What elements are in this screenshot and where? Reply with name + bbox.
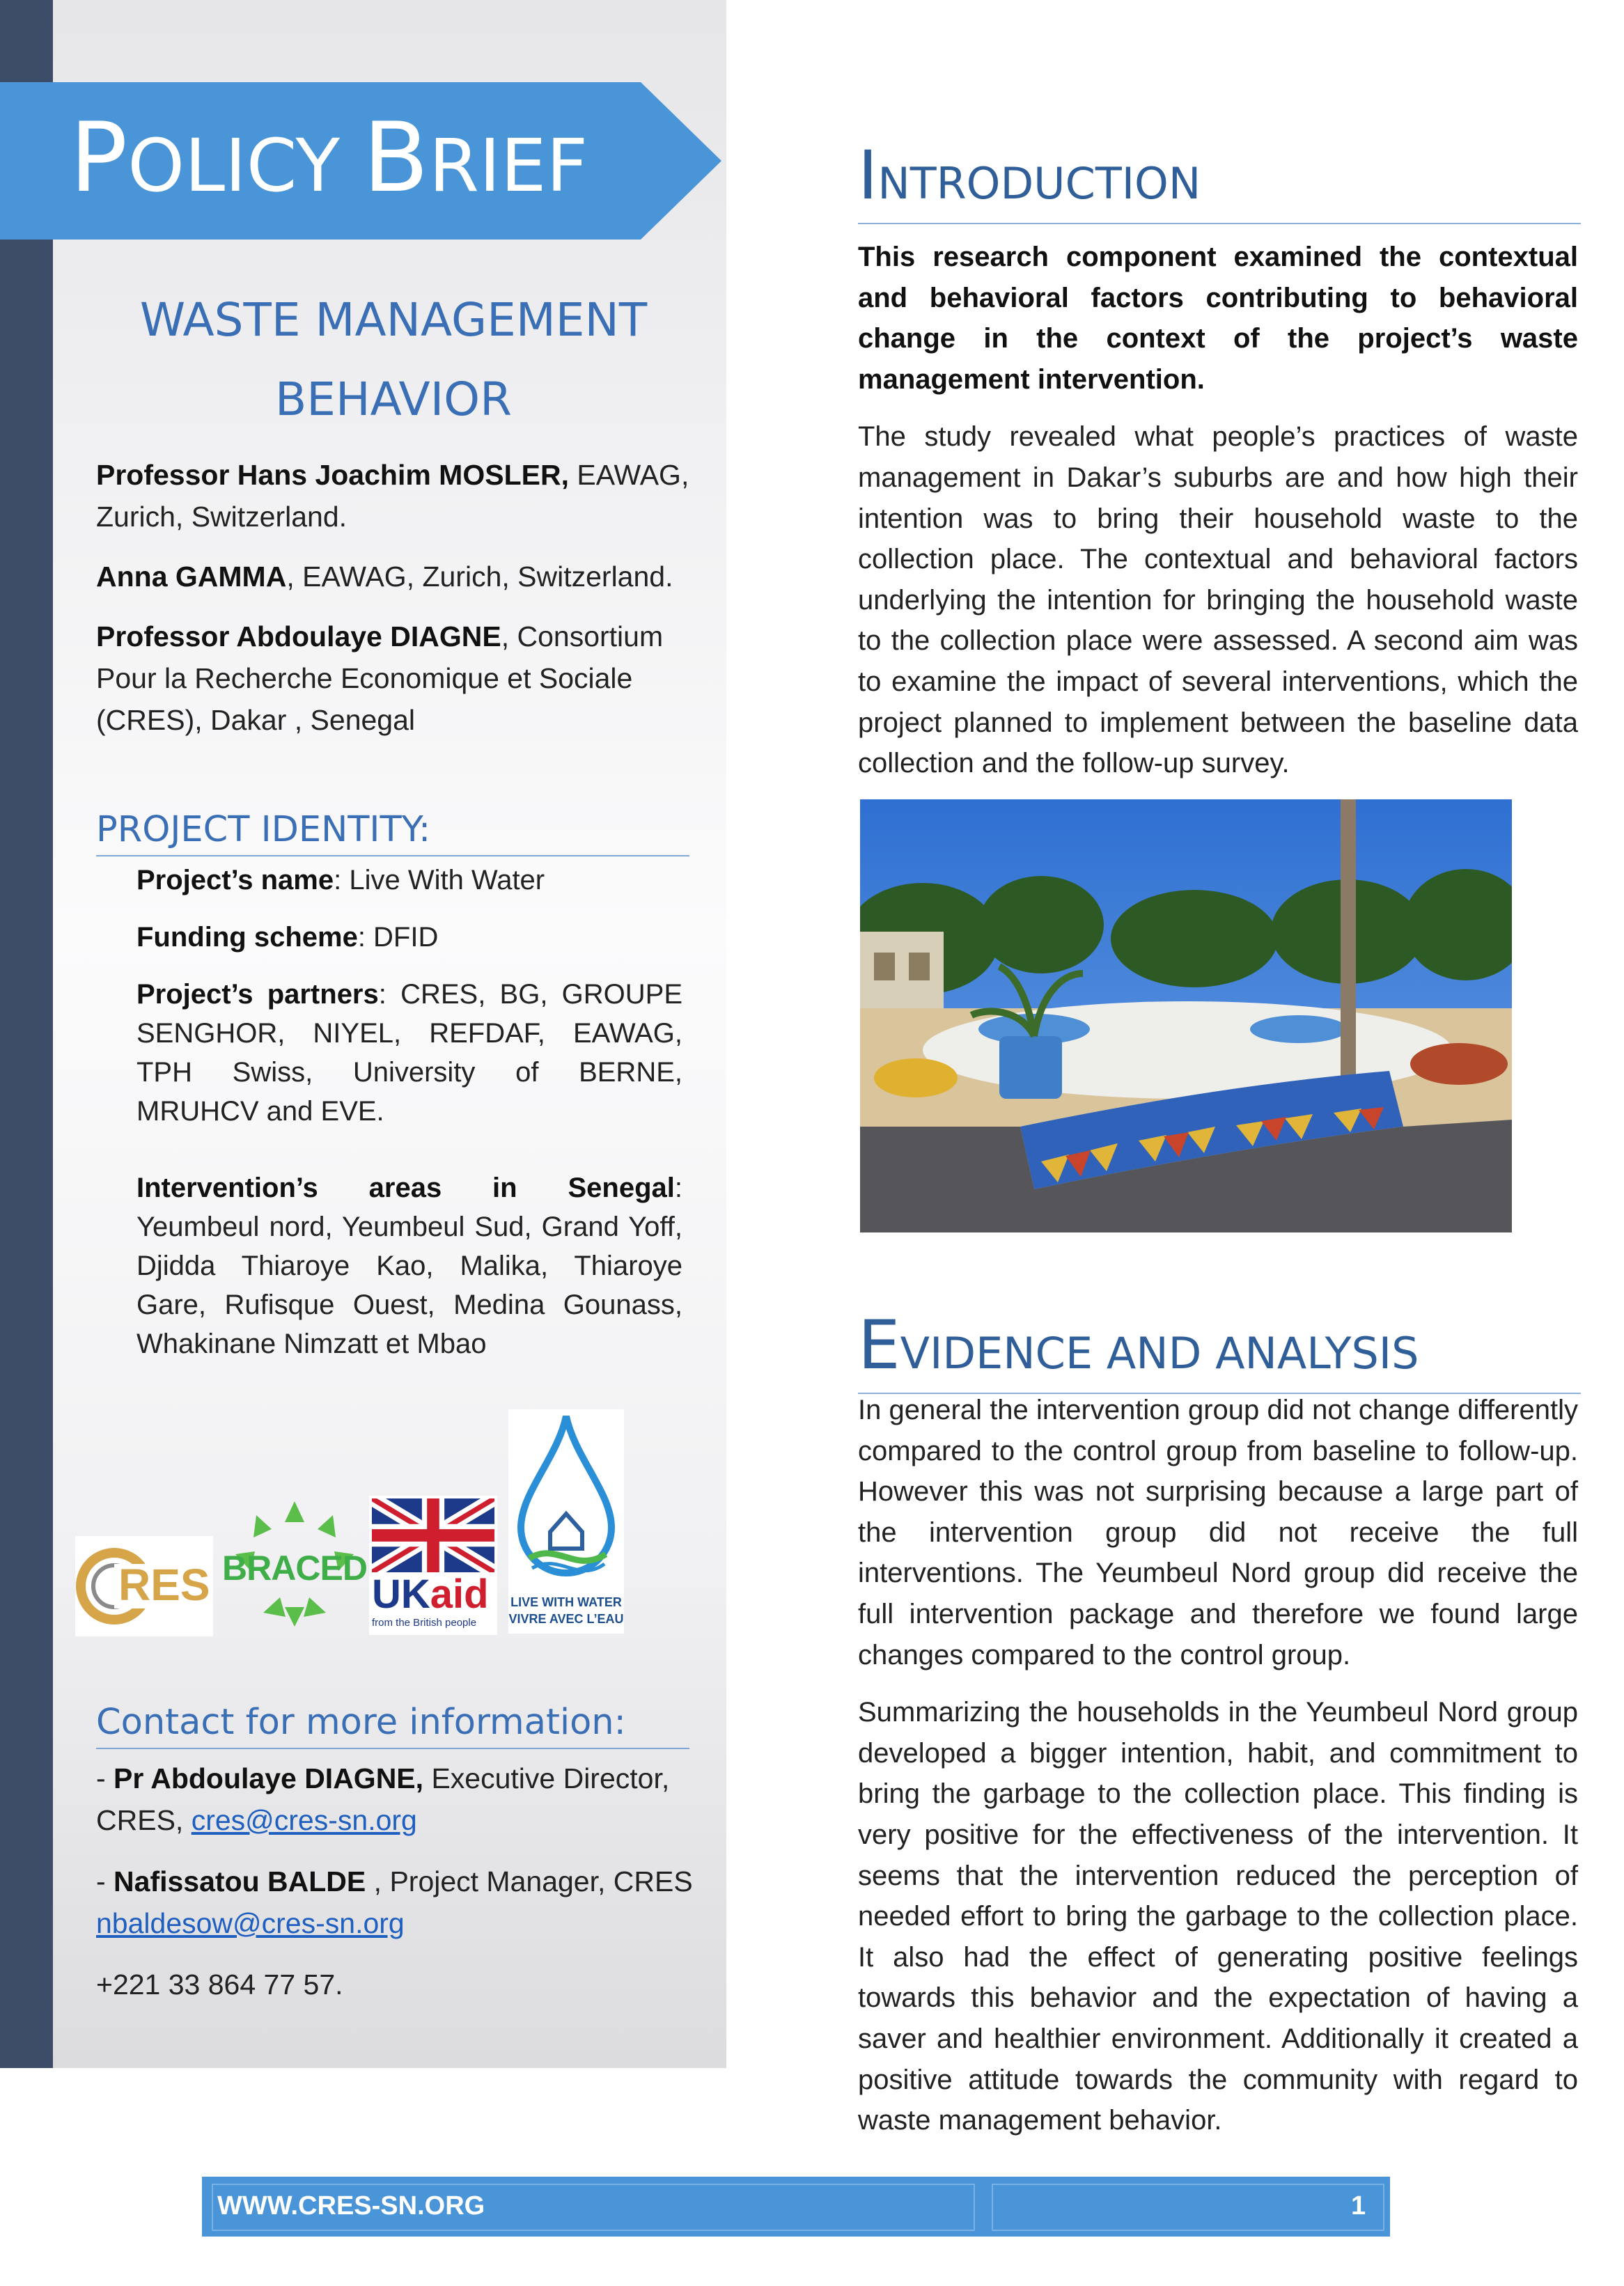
areas-label: Intervention’s areas in Senegal — [136, 1173, 675, 1203]
introduction-heading — [858, 136, 1581, 224]
ukaid-subtitle: from the British people — [372, 1617, 477, 1629]
introduction-body — [858, 237, 1578, 801]
page-title — [70, 102, 588, 214]
contact-2-role: , Project Manager, CRES — [366, 1865, 693, 1897]
contact-1-dash: - — [96, 1762, 114, 1794]
ukaid-aid-text: aid — [430, 1572, 489, 1617]
author-1-affiliation: EAWAG, Zurich, Switzerland. — [96, 459, 689, 533]
title-cap-b: B — [363, 102, 429, 214]
project-name — [136, 861, 682, 900]
sidebar-dark-strip — [0, 0, 53, 2068]
title-rest-olicy: OLICY — [127, 123, 341, 208]
title-cap-p: P — [70, 102, 128, 214]
contact-person-2 — [96, 1861, 702, 1944]
author-1 — [96, 454, 709, 538]
title-rest-rief: RIEF — [428, 123, 588, 208]
contact-2-name: Nafissatou BALDE — [114, 1865, 366, 1897]
braced-logo — [221, 1496, 368, 1632]
authors-list — [96, 454, 709, 759]
evidence-heading — [858, 1306, 1581, 1394]
partners-value: : CRES, BG, GROUPE SENGHOR, NIYEL, REFDAF, EAWAG, TPH Swiss, University of BERNE, MRUHCV and EVE. — [136, 979, 682, 1127]
lww-line-2: VIVRE AVEC L’EAU — [508, 1612, 624, 1626]
intro-heading-cap: I — [858, 136, 878, 214]
author-1-name: Professor Hans Joachim MOSLER, — [96, 459, 569, 491]
project-name-value: : Live With Water — [334, 865, 545, 895]
ukaid-logo — [369, 1496, 497, 1635]
ukaid-uk-text: UK — [372, 1572, 430, 1617]
evidence-paragraph-1: In general the intervention group did not change differently compared to the control group from baseline to follow-up. However this was not surprising because a large part of the intervention group did not receive the full interventions. The Yeumbeul Nord group did receive the full intervention package and therefore we found large changes compared to the control group. — [858, 1395, 1578, 1670]
lww-line-1: LIVE WITH WATER — [510, 1595, 622, 1609]
partners-label: Project’s partners — [136, 979, 379, 1010]
contact-person-1 — [96, 1757, 702, 1841]
author-2-name: Anna GAMMA — [96, 561, 287, 593]
contact-1-role: Executive Director, CRES, — [96, 1762, 670, 1836]
footer-website-link[interactable]: WWW.CRES-SN.ORG — [217, 2191, 485, 2221]
brief-topic-heading — [63, 281, 724, 439]
footer-right-box — [992, 2184, 1384, 2231]
evidence-heading-cap: E — [858, 1306, 900, 1384]
live-with-water-logo — [508, 1409, 624, 1634]
author-2 — [96, 556, 709, 597]
contact-1-name: Pr Abdoulaye DIAGNE, — [114, 1762, 424, 1794]
project-partners — [136, 975, 682, 1131]
topic-line-2: BEHAVIOR — [275, 373, 512, 426]
project-identity-heading: PROJECT IDENTITY: — [96, 808, 689, 856]
project-identity-body — [136, 861, 682, 1381]
intro-heading-rest: NTRODUCTION — [877, 158, 1201, 209]
author-3 — [96, 616, 709, 741]
topic-line-1: WASTE MANAGEMENT — [139, 293, 648, 347]
contact-1-email-link[interactable]: cres@cres-sn.org — [191, 1804, 417, 1836]
intervention-areas — [136, 1168, 682, 1363]
waste-collection-site-photo — [860, 799, 1512, 1232]
funding-scheme — [136, 918, 682, 957]
funding-value: : DFID — [357, 922, 439, 953]
areas-value: : Yeumbeul nord, Yeumbeul Sud, Grand Yoff, Djidda Thiaroye Kao, Malika, Thiaroye Gare, Rufisque Ouest, Medina Gounass, Whakinane Nimzatt et Mbao — [136, 1173, 682, 1359]
evidence-body — [858, 1390, 1578, 2158]
project-name-label: Project’s name — [136, 865, 334, 895]
contact-2-dash: - — [96, 1865, 114, 1897]
cres-logo-text: RES — [118, 1560, 210, 1610]
author-3-affiliation: , Consortium Pour la Recherche Economique et Sociale (CRES), Dakar , Senegal — [96, 620, 664, 736]
contact-phone: +221 33 864 77 57. — [96, 1968, 343, 2001]
introduction-lead: This research component examined the contextual and behavioral factors contributing to behavioral change in the context of the project’s waste management intervention. — [858, 242, 1578, 395]
contact-heading: Contact for more information: — [96, 1700, 689, 1749]
braced-logo-text: BRACED — [222, 1549, 367, 1588]
author-2-affiliation: , EAWAG, Zurich, Switzerland. — [286, 561, 673, 593]
cres-logo — [75, 1536, 213, 1636]
contact-body — [96, 1757, 702, 2025]
author-3-name: Professor Abdoulaye DIAGNE — [96, 620, 501, 652]
funding-label: Funding scheme — [136, 922, 358, 953]
evidence-paragraph-2: Summarizing the households in the Yeumbeul Nord group developed a bigger intention, habit, and commitment to bring the garbage to the collection place. This finding is very positive for the effectiveness of the intervention. It seems that the intervention reduced the perception of needed effort to bring the garbage to the collection place. It also had the effect of generating positive feelings towards this behavior and the expectation of having a saver and healthier environment. Additionally it created a positive attitude towards the community with regard to waste management behavior. — [858, 1697, 1578, 2136]
contact-2-email-link[interactable]: nbaldesow@cres-sn.org — [96, 1907, 405, 1939]
page-number: 1 — [1351, 2191, 1366, 2221]
introduction-paragraph: The study revealed what people’s practices of waste management in Dakar’s suburbs are and how high their intention was to bring their household waste to the collection place. The contextual and behavioral factors underlying the intention for bringing the household waste to the collection place were assessed. A second aim was to examine the impact of several interventions, which the project planned to implement between the baseline data collection and the follow-up survey. — [858, 421, 1578, 779]
evidence-heading-rest: VIDENCE AND ANALYSIS — [900, 1328, 1419, 1379]
